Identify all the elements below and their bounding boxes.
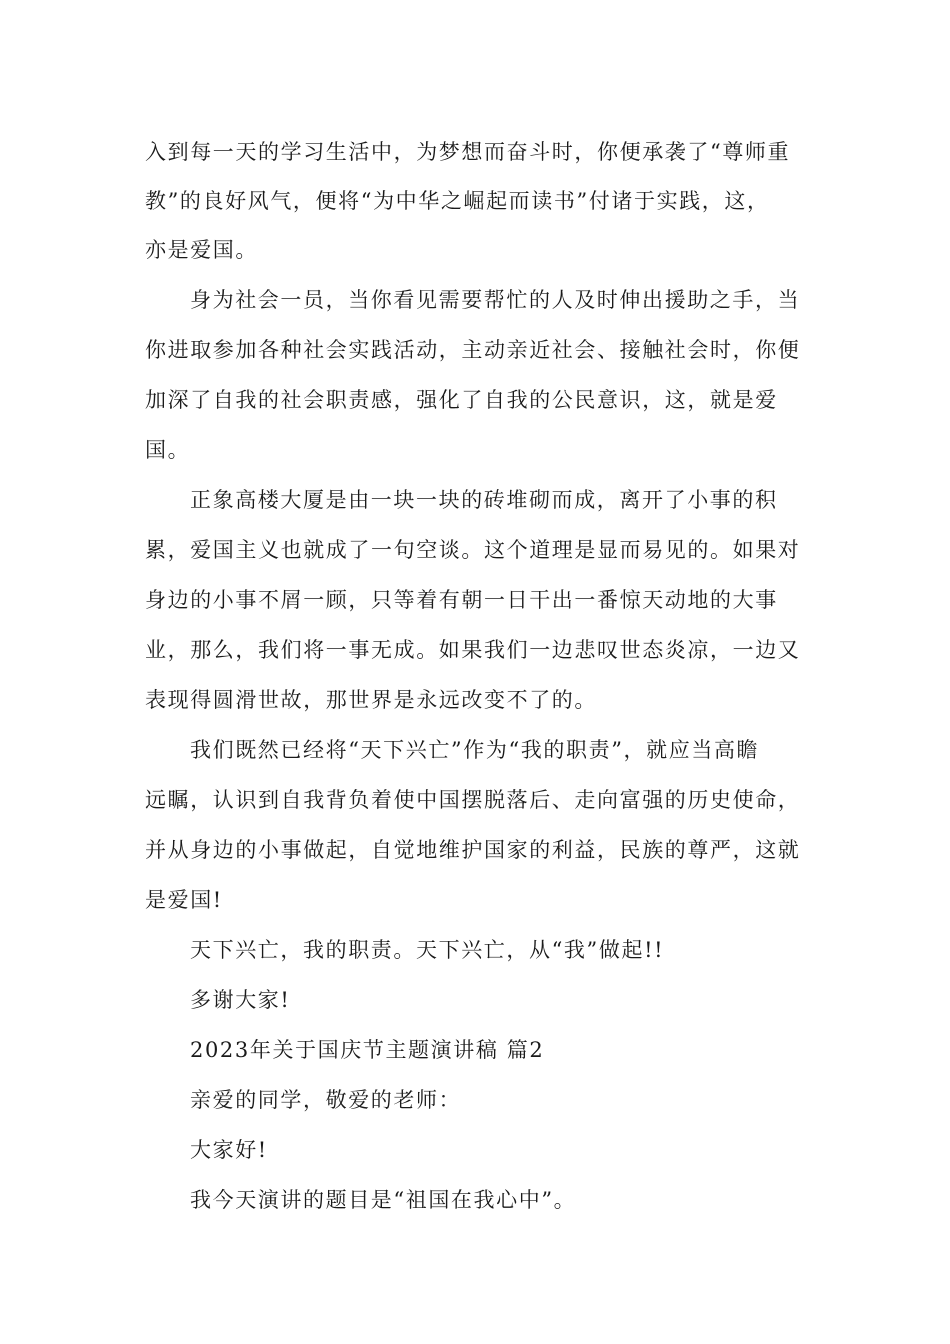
greeting-line: 大家好! — [190, 1138, 268, 1162]
paragraph-line: 教”的良好风气，便将“为中华之崛起而读书”付诸于实践，这， — [145, 189, 770, 213]
closing-line: 天下兴亡，我的职责。天下兴亡，从“我”做起!! — [190, 938, 665, 962]
section-title: 2023年关于国庆节主题演讲稿 篇2 — [190, 1038, 545, 1062]
paragraph-line: 加深了自我的社会职责感，强化了自我的公民意识，这，就是爱 — [145, 388, 778, 412]
paragraph-line: 国。 — [145, 438, 191, 462]
paragraph-line: 业，那么，我们将一事无成。如果我们一边悲叹世态炎凉，一边又 — [145, 638, 801, 662]
paragraph-line: 正象高楼大厦是由一块一块的砖堆砌而成，离开了小事的积 — [190, 488, 778, 512]
paragraph-line: 是爱国! — [145, 888, 223, 912]
paragraph-line: 你进取参加各种社会实践活动，主动亲近社会、接触社会时，你便 — [145, 338, 801, 362]
thanks-line: 多谢大家! — [190, 988, 291, 1012]
paragraph-line: 远瞩，认识到自我背负着使中国摆脱落后、走向富强的历史使命， — [145, 788, 801, 812]
topic-line: 我今天演讲的题目是“祖国在我心中”。 — [190, 1188, 577, 1212]
paragraph-line: 表现得圆滑世故，那世界是永远改变不了的。 — [145, 688, 597, 712]
salutation-line: 亲爱的同学，敬爱的老师： — [190, 1088, 462, 1112]
paragraph-line: 亦是爱国。 — [145, 238, 258, 262]
paragraph-line: 并从身边的小事做起，自觉地维护国家的利益，民族的尊严，这就 — [145, 838, 801, 862]
paragraph-line: 身边的小事不屑一顾，只等着有朝一日干出一番惊天动地的大事 — [145, 588, 778, 612]
paragraph-line: 入到每一天的学习生活中，为梦想而奋斗时，你便承袭了“尊师重 — [145, 140, 791, 164]
paragraph-line: 我们既然已经将“天下兴亡”作为“我的职责”，就应当高瞻 — [190, 738, 760, 762]
paragraph-line: 累，爱国主义也就成了一句空谈。这个道理是显而易见的。如果对 — [145, 538, 801, 562]
paragraph-line: 身为社会一员，当你看见需要帮忙的人及时伸出援助之手，当 — [190, 288, 801, 312]
